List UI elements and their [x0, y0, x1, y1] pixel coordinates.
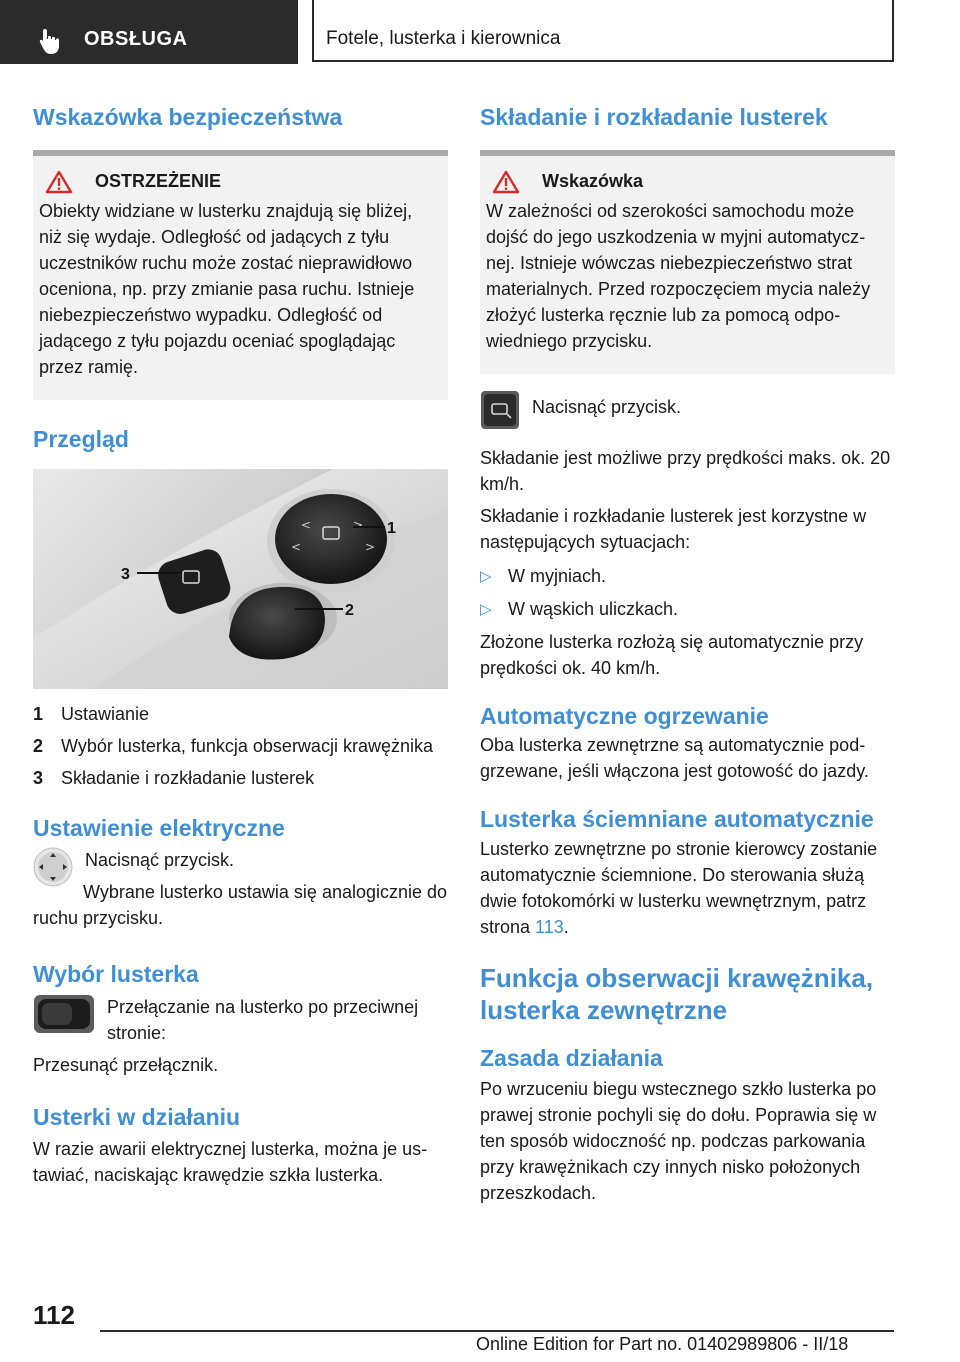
note-text: W zależności od szerokości samochodu może dojść do jego uszkodzenia w myjni automatycznej. Istnieje wówczas niebezpieczeństwo strat materialnych. Przed rozpoczęciem mycia należy złożyć lusterka ręcznie lub za pomocą odpowiedniego przycisku.: [486, 200, 871, 351]
electric-press-text: Nacisnąć przycisk.: [85, 849, 235, 870]
list-item: 1 Ustawianie: [33, 704, 150, 725]
section-tab: [0, 0, 298, 64]
dimming-heading: Lusterka ściemniane automatycznie: [480, 806, 874, 833]
fault-text: W razie awarii elektrycznej lusterka, można je ustawiać, naciskając krawędzie szkła lusterka.: [33, 1138, 428, 1185]
callout-2: 2: [345, 602, 354, 620]
overview-legend: [33, 701, 448, 791]
electric-description: Wybrane lusterko ustawia się analogicznie do ruchu przycisku.: [33, 881, 448, 928]
overview-heading: Przegląd: [33, 425, 129, 452]
svg-text:>: >: [353, 518, 364, 533]
warning-title: OSTRZEŻENIE: [95, 171, 222, 192]
fold-mirror-button-icon: [480, 390, 520, 435]
warning-triangle-icon: [45, 170, 73, 194]
fold-situations-list: [480, 563, 895, 623]
callout-3: 3: [121, 566, 130, 584]
warning-title-row: [39, 170, 440, 194]
select-heading: Wybór lusterka: [33, 960, 199, 987]
note-box: [480, 150, 895, 374]
page-number: 112: [33, 1300, 75, 1330]
note-title: Wskazówka: [542, 171, 644, 192]
callout-1: 1: [387, 520, 396, 538]
heating-heading: Automatyczne ogrzewanie: [480, 702, 769, 729]
electric-heading: Ustawienie elektryczne: [33, 815, 285, 842]
bullet-triangle-icon: ▷: [480, 567, 492, 585]
right-column: [480, 100, 895, 1206]
warning-box: [33, 150, 448, 400]
chapter-title: Fotele, lusterka i kierownica: [326, 28, 561, 49]
principle-heading: Zasada działania: [480, 1044, 663, 1071]
select-icon-text: Przełączanie na lusterko po przeciwnej stronie:: [107, 997, 419, 1044]
list-item: ▷ W myjniach.: [480, 563, 895, 590]
fold-auto-text: Złożone lusterka rozłożą się automatycznie przy prędkości ok. 40 km/h.: [480, 631, 864, 678]
hand-pointer-icon: [36, 26, 66, 56]
curb-heading: Funkcja obserwacji krawężnika, lusterka zewnętrzne: [480, 962, 874, 1026]
left-column: [33, 100, 448, 1188]
list-item: 2 Wybór lusterka, funkcja obserwacji krawężnika: [33, 736, 433, 757]
edition-text: Online Edition for Part no. 01402989806 - II/18: [476, 1334, 849, 1354]
warning-text: Obiekty widziane w lusterku znajdują się bliżej, niż się wydaje. Odległość od jadących z tyłu uczestników ruchu może zostać nieprawidłowo oceniona, np. przy zmianie pasa ruchu. Istnieje niebezpieczeństwo wypadku. Odległość od jadącego z tyłu pojazdu oceniać spoglądając przez ramię.: [39, 200, 415, 377]
list-item: ▷ W wąskich uliczkach.: [480, 596, 895, 623]
footer-rule: [100, 1330, 894, 1332]
dimming-text: Lusterko zewnętrzne po stronie kierowcy zostanie automatycznie ściemnione. Do sterowania służą dwie fotokomórki w lusterku wewnętrznym, patrz strona 113.: [480, 838, 878, 937]
bullet-triangle-icon: ▷: [480, 600, 492, 618]
svg-text:<: <: [291, 540, 302, 555]
chapter-title-box: [312, 0, 894, 62]
mirror-controls-photo: [33, 469, 448, 689]
section-tab-label: OBSŁUGA: [84, 28, 188, 50]
fault-heading: Usterki w działaniu: [33, 1104, 241, 1131]
fold-press-text: Nacisnąć przycisk.: [532, 396, 682, 417]
selector-switch-icon: [33, 994, 95, 1039]
select-instruction: [33, 994, 448, 1046]
fold-instruction: [480, 390, 895, 435]
page-header: [0, 0, 960, 66]
fold-useful-text: Składanie i rozkładanie lusterek jest korzystne w następujących sytuacjach:: [480, 505, 867, 552]
principle-text: Po wrzuceniu biegu wstecznego szkło lusterka po prawej stronie pochyli się do dołu. Poprawia się w ten sposób widoczność np. podczas parkowania przy krawężnikach czy innych nisko położonych przeszkodach.: [480, 1079, 877, 1204]
note-title-row: [486, 170, 887, 194]
safety-heading: Wskazówka bezpieczeństwa: [33, 104, 343, 130]
warning-triangle-icon: [492, 170, 520, 194]
adjust-button-icon: [33, 847, 73, 892]
page-reference-link[interactable]: 113: [535, 916, 564, 937]
fold-speed-text: Składanie jest możliwe przy prędkości maks. ok. 20 km/h.: [480, 447, 891, 494]
svg-text:<: <: [301, 518, 312, 533]
svg-text:>: >: [365, 540, 376, 555]
list-item: 3 Składanie i rozkładanie lusterek: [33, 768, 315, 789]
fold-heading: Składanie i rozkładanie lusterek: [480, 104, 828, 130]
select-text: Przesunąć przełącznik.: [33, 1055, 219, 1076]
heating-text: Oba lusterka zewnętrzne są automatycznie podgrzewane, jeśli włączona jest gotowość do jazdy.: [480, 735, 869, 782]
mirror-controls-illustration: [33, 469, 448, 689]
